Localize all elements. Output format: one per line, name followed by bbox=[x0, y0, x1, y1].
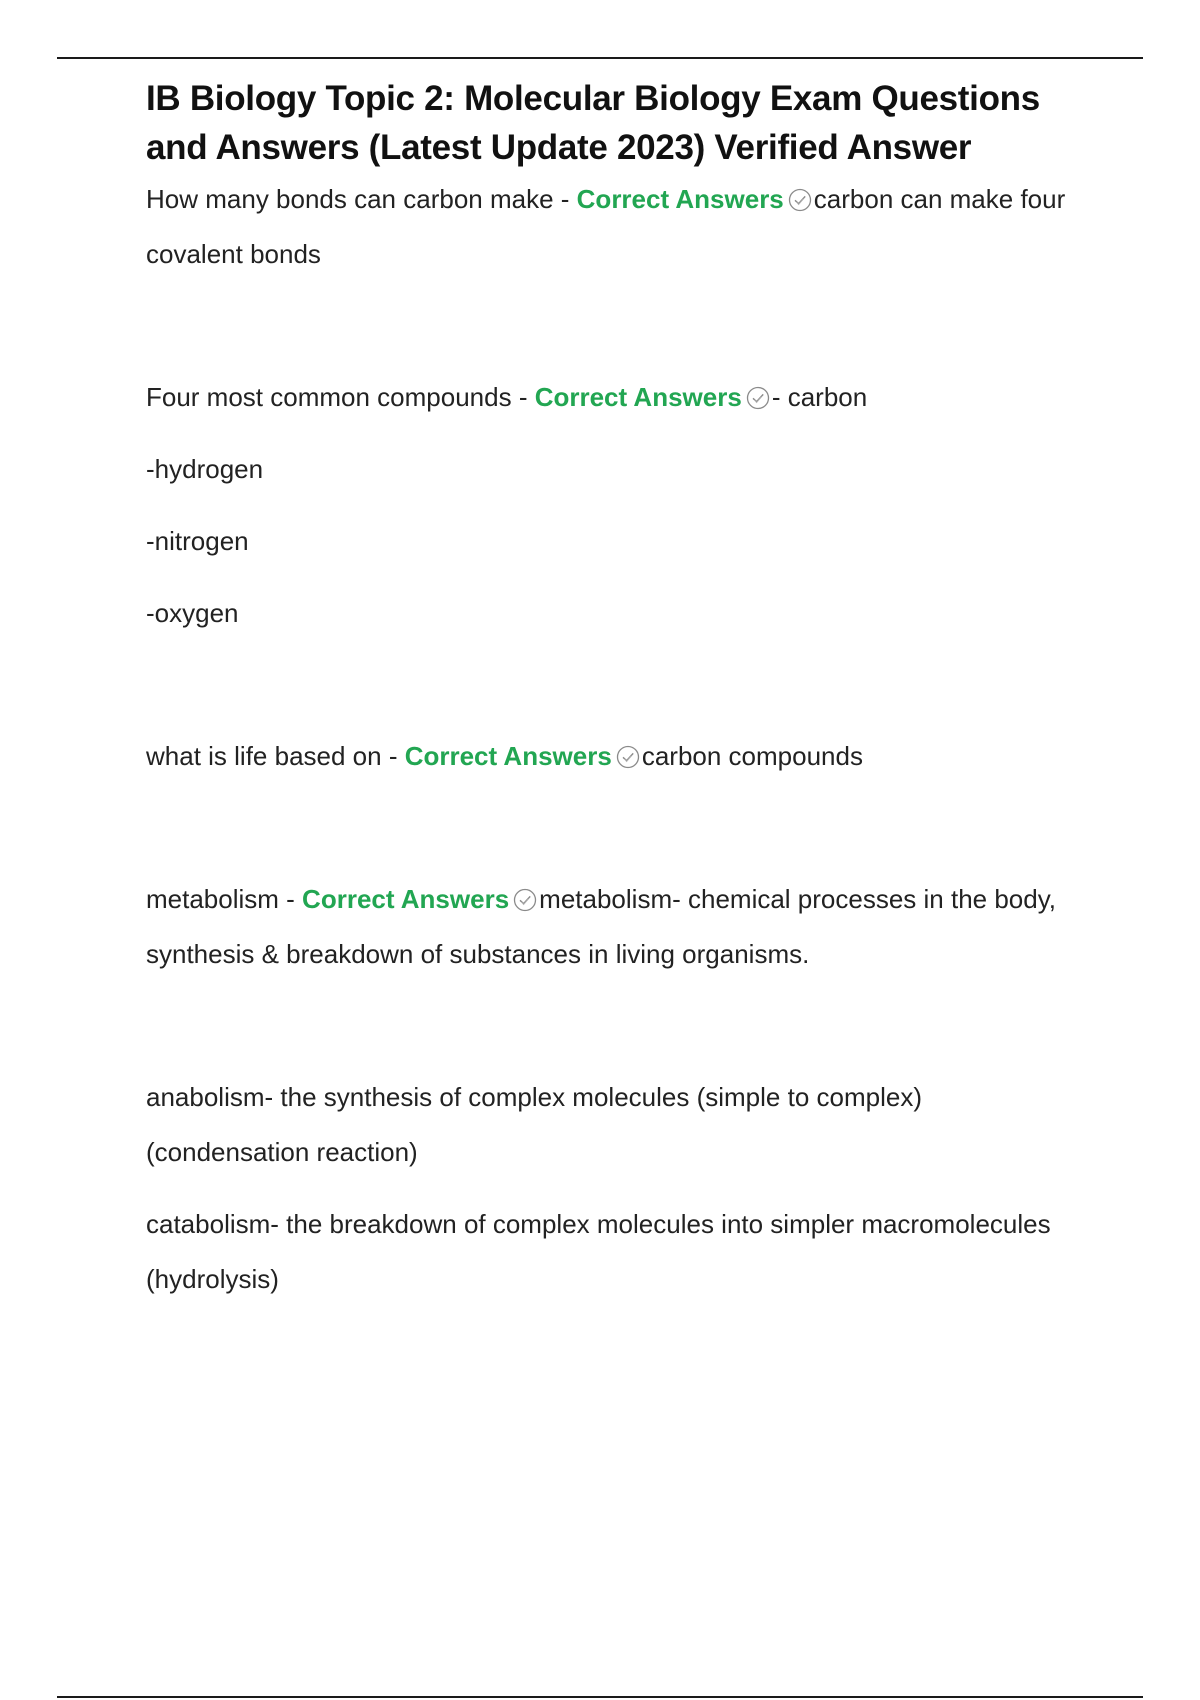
qa-item bbox=[146, 729, 1086, 784]
note-paragraph: anabolism- the synthesis of complex molecules (simple to complex) (condensation reaction) bbox=[146, 1082, 922, 1167]
answer-text: carbon can make four covalent bonds bbox=[146, 184, 1066, 269]
answer-list-item: -hydrogen bbox=[146, 454, 264, 484]
question-text: How many bonds can carbon make bbox=[146, 184, 554, 214]
answer-text: metabolism- chemical processes in the body, synthesis & breakdown of substances in living organisms. bbox=[146, 884, 1057, 969]
separator: - bbox=[278, 884, 303, 914]
document-title: IB Biology Topic 2: Molecular Biology Exam Questions and Answers (Latest Update 2023) Verified Answer bbox=[146, 79, 1040, 167]
answer-tag: Correct Answers bbox=[404, 741, 612, 771]
answer-text: carbon compounds bbox=[641, 741, 863, 771]
question-text: metabolism bbox=[146, 884, 279, 914]
check-circle-icon bbox=[513, 888, 537, 912]
qa-item bbox=[146, 872, 1086, 982]
question-text: what is life based on bbox=[146, 741, 382, 771]
top-rule bbox=[57, 57, 1143, 59]
qa-item bbox=[146, 172, 1086, 282]
answer-list-item: -nitrogen bbox=[146, 526, 249, 556]
document-body bbox=[146, 74, 1086, 1307]
question-text: Four most common compounds bbox=[146, 382, 512, 412]
separator: - bbox=[511, 382, 535, 412]
check-circle-icon bbox=[746, 386, 770, 410]
answer-text: - carbon bbox=[771, 382, 868, 412]
qa-item bbox=[146, 370, 1086, 641]
separator: - bbox=[381, 741, 405, 771]
qa-line bbox=[146, 729, 1086, 784]
note-block bbox=[146, 1070, 1086, 1307]
answer-tag: Correct Answers bbox=[534, 382, 742, 412]
qa-line bbox=[146, 872, 1086, 982]
check-circle-icon bbox=[616, 745, 640, 769]
answer-list-item: -oxygen bbox=[146, 598, 239, 628]
separator: - bbox=[553, 184, 577, 214]
qa-line bbox=[146, 370, 1086, 425]
bottom-rule bbox=[57, 1696, 1143, 1698]
check-circle-icon bbox=[788, 188, 812, 212]
note-paragraph: catabolism- the breakdown of complex molecules into simpler macromolecules (hydrolysis) bbox=[146, 1209, 1051, 1294]
qa-line bbox=[146, 172, 1086, 282]
answer-tag: Correct Answers bbox=[302, 884, 510, 914]
answer-tag: Correct Answers bbox=[576, 184, 784, 214]
